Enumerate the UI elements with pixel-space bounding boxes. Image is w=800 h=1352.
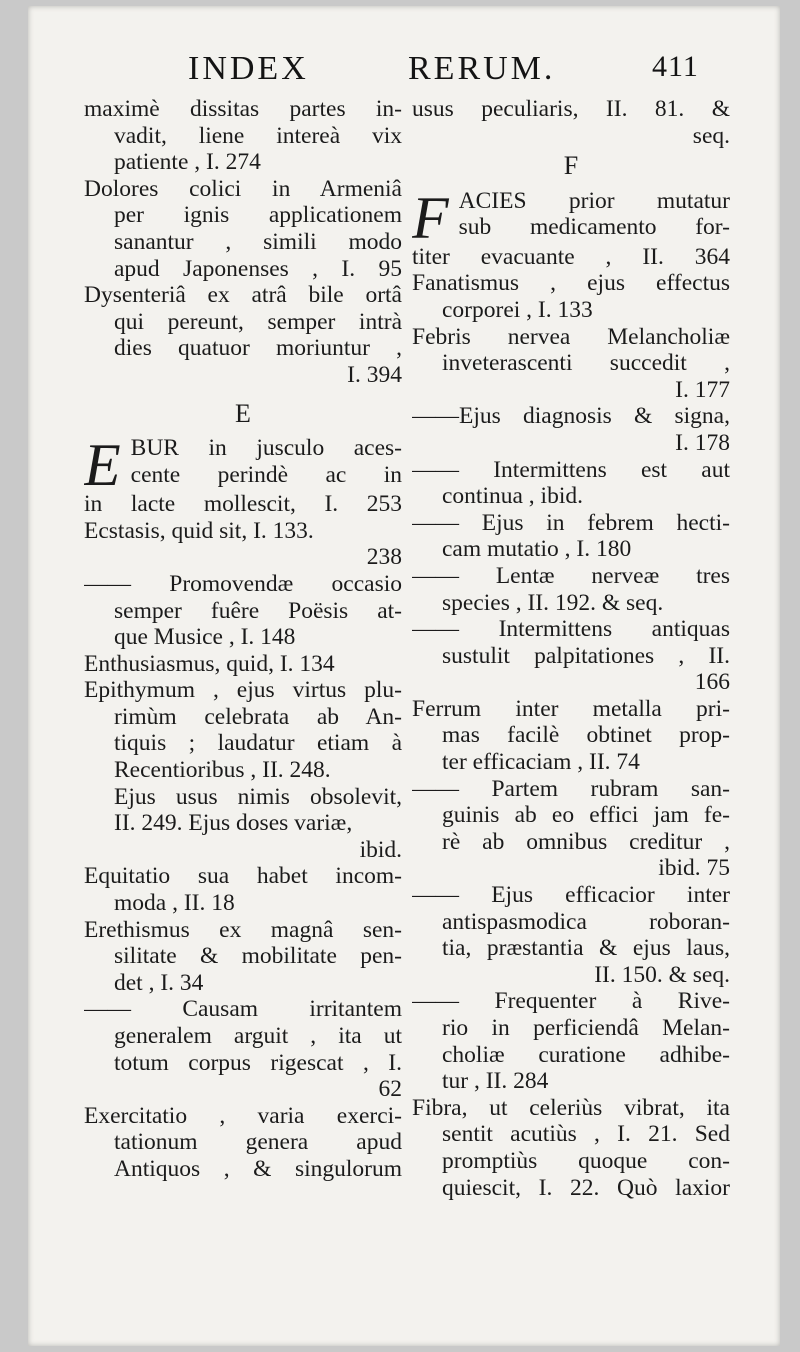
text-line: cam mutatio , I. 180 [442, 536, 632, 563]
text-line: II. 150. & seq. [594, 961, 730, 988]
dropcap-e: E [84, 435, 121, 492]
index-entry: Epithymum , ejus virtus plu- [84, 677, 402, 704]
index-entry: ——Ejus diagnosis & signa, [412, 403, 730, 430]
text-line: maximè dissitas partes in- [84, 96, 402, 122]
index-entry: —— Frequenter à Rive- [412, 988, 730, 1015]
text-line: antispasmodica roboran- [442, 908, 730, 935]
index-entry: —— Causam irritantem [84, 996, 402, 1023]
index-entry: Equitatio sua habet incom- [84, 863, 402, 890]
text-line: sustulit palpitationes , II. [442, 642, 730, 669]
text-line: generalem arguit , ita ut [114, 1023, 402, 1049]
text-line: ter efficaciam , II. 74 [442, 749, 640, 776]
text-line: I. 178 [675, 429, 730, 456]
index-entry: —— Lentæ nerveæ tres [412, 562, 730, 589]
index-entry: —— Ejus in febrem hecti- [412, 509, 730, 536]
dropcap-f: F [412, 187, 449, 244]
text-line: ibid. 75 [658, 855, 730, 882]
text-line: sentit acutiùs , I. 21. Sed [442, 1121, 730, 1148]
text-line: moda , II. 18 [114, 890, 235, 917]
index-entry: —— Ejus efficacior inter [412, 882, 730, 909]
text-line: 238 [366, 544, 402, 571]
text-line: dies quatuor moriuntur , [114, 335, 402, 362]
text-line: in lacte mollescit, I. 253 [84, 491, 402, 518]
index-entry: Ferrum inter metalla pri- [412, 695, 730, 722]
text-line: I. 177 [675, 376, 730, 403]
text-line: 62 [378, 1076, 402, 1103]
text-line: det , I. 34 [114, 969, 204, 996]
text-line: choliæ curatione adhibe- [442, 1041, 730, 1068]
text-line: species , II. 192. & seq. [442, 589, 664, 616]
text-line: semper fuêre Poësis at- [114, 597, 402, 624]
text-line: que Musice , I. 148 [114, 624, 296, 651]
section-letter-e: E [235, 400, 251, 428]
text-line: II. 249. Ejus doses variæ, [114, 810, 353, 837]
text-line: BUR in jusculo aces- [130, 435, 402, 462]
text-line: silitate & mobilitate pen- [114, 943, 402, 970]
text-line: rè ab omnibus creditur , [442, 828, 730, 855]
text-line: tiquis ; laudatur etiam à [114, 730, 402, 757]
index-entry: Erethismus ex magnâ sen- [84, 916, 402, 943]
text-line: 166 [694, 669, 730, 696]
text-line: qui pereunt, semper intrà [114, 308, 402, 335]
text-line: quiescit, I. 22. Quò laxior [442, 1174, 730, 1201]
text-line: usus peculiaris, II. 81. & [412, 96, 730, 122]
index-entry: —— Promovendæ occasio [84, 570, 402, 597]
text-line: tia, præstantia & ejus laus, [442, 935, 730, 962]
text-line: per ignis applicationem [114, 202, 402, 229]
text-line: patiente , I. 274 [114, 149, 261, 176]
index-entry: Fibra, ut celeriùs vibrat, ita [412, 1094, 730, 1121]
text-line: ibid. [359, 836, 402, 863]
section-letter-f: F [563, 153, 579, 180]
text-line: Antiquos , & singulorum [114, 1155, 402, 1182]
text-line: continua , ibid. [442, 483, 583, 510]
text-line: promptiùs quoque con- [442, 1147, 730, 1174]
text-line: guinis ab eo effici jam fe- [442, 802, 730, 829]
page-number: 411 [652, 50, 699, 83]
text-line: ACIES prior mutatur [458, 187, 730, 214]
book-page [28, 6, 780, 1346]
text-line: totum corpus rigescat , I. [114, 1049, 402, 1076]
text-line: sanantur , simili modo [114, 228, 402, 255]
index-entry: —— Intermittens est aut [412, 456, 730, 483]
running-head-rerum: RERUM. [408, 50, 556, 87]
text-line: Ejus usus nimis obsolevit, [114, 783, 402, 810]
index-entry: Exercitatio , varia exerci- [84, 1102, 402, 1129]
text-line: vadit, liene intereà vix [114, 122, 402, 149]
dropcap-entry-f [412, 188, 730, 244]
text-line: mas facilè obtinet prop- [442, 722, 730, 749]
text-line: cente perindè ac in [130, 461, 402, 488]
index-entry: Enthusiasmus, quid, I. 134 [84, 650, 335, 677]
text-line: titer evacuante , II. 364 [412, 243, 730, 270]
index-entry: —— Intermittens antiquas [412, 616, 730, 643]
index-entry: Ecstasis, quid sit, I. 133. [84, 517, 314, 544]
text-line: seq. [692, 122, 730, 149]
right-column [412, 96, 730, 1201]
text-line: tationum genera apud [114, 1129, 402, 1156]
left-column [84, 96, 402, 1183]
text-line: sub medicamento for- [458, 214, 730, 241]
text-line: I. 394 [347, 361, 402, 388]
index-entry: —— Partem rubram san- [412, 775, 730, 802]
text-line: tur , II. 284 [442, 1068, 549, 1095]
text-line: rio in perficiendâ Melan- [442, 1015, 730, 1041]
dropcap-entry-e [84, 435, 402, 491]
text-line: rimùm celebrata ab An- [114, 703, 402, 730]
text-line: inveterascenti succedit , [442, 350, 730, 377]
text-line: Recentioribus , II. 248. [114, 757, 331, 784]
text-line: apud Japonenses , I. 95 [114, 255, 402, 282]
text-line: corporei , I. 133 [442, 296, 593, 323]
index-entry: Dysenteriâ ex atrâ bile ortâ [84, 282, 402, 309]
index-entry: Fanatismus , ejus effectus [412, 270, 730, 297]
index-entry: Febris nervea Melancholiæ [412, 323, 730, 350]
index-entry: Dolores colici in Armeniâ [84, 175, 402, 202]
running-head-index: INDEX [188, 50, 309, 87]
